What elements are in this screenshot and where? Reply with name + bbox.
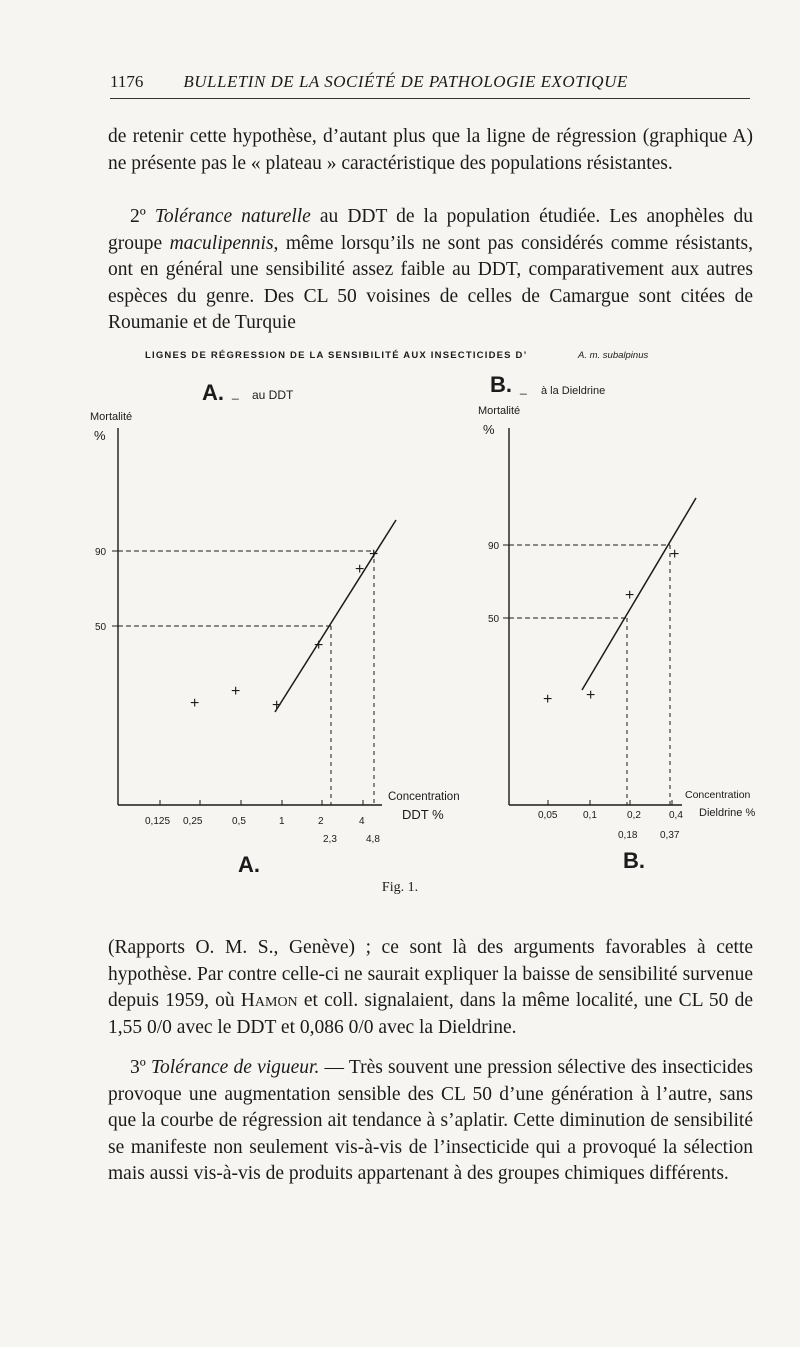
- page-header: [110, 72, 750, 99]
- panel-a-xtick-secondary: 4,8: [366, 834, 380, 845]
- panel-a-bottom-label: A.: [238, 852, 260, 877]
- paragraph-4: [108, 1055, 753, 1188]
- figure-title-species: A. m. subalpinus: [578, 350, 649, 361]
- panel-a-xtick: 0,125: [145, 816, 171, 827]
- panel-a-data-point: +: [272, 697, 282, 714]
- figure-title: LIGNES DE RÉGRESSION DE LA SENSIBILITÉ AUX INSECTICIDES D’: [145, 350, 528, 361]
- paragraph-text: et coll. signalaient, dans la même localité, une CL 50 de 1,55 0/0 avec le DDT et 0,086 0/0 avec la Dieldrine.: [108, 990, 754, 1038]
- panel-a-chart: [90, 380, 460, 877]
- panel-b-xticks: [548, 800, 672, 805]
- panel-a-points: [190, 546, 378, 714]
- section-title: Tolérance de vigueur.: [151, 1057, 320, 1078]
- panel-b-ytick-90: 90: [488, 541, 500, 552]
- panel-b-xlabel-unit: Dieldrine %: [699, 807, 756, 819]
- panel-b-subtitle-dash: _: [520, 381, 527, 395]
- paragraph-text: au DDT de la population étudiée. Les anophèles du groupe: [108, 206, 753, 254]
- panel-b-data-point: +: [670, 546, 680, 563]
- panel-a-ytick-50: 50: [95, 622, 107, 633]
- panel-a-ylabel-unit: %: [94, 428, 106, 443]
- panel-a-xtick-secondary: 2,3: [323, 834, 337, 845]
- panel-a-data-point: +: [231, 683, 241, 700]
- panel-b-xlabel: Concentration: [685, 789, 751, 801]
- panel-a-letter: A.: [202, 380, 224, 405]
- paragraph-text: (Rapports O. M. S., Genève) ; ce sont là des arguments favorables à cette hypothèse. Par contre celle-ci ne saurait expliquer la baisse de sensibilité survenue depuis 1959, où: [108, 937, 753, 1011]
- panel-a-data-point: +: [190, 695, 200, 712]
- panel-a-xlabel: Concentration: [388, 791, 460, 803]
- journal-title: BULLETIN DE LA SOCIÉTÉ DE PATHOLOGIE EXOTIQUE: [183, 72, 628, 91]
- figure-caption: Fig. 1.: [381, 880, 419, 895]
- panel-b-xtick-secondary: 0,18: [618, 830, 638, 841]
- panel-b-xtick: 0,2: [627, 810, 641, 821]
- panel-a-title: au DDT: [252, 388, 294, 402]
- species-name: maculipennis: [169, 232, 274, 254]
- paragraph-2: [108, 204, 753, 337]
- panel-b-chart: [478, 372, 755, 873]
- panel-a-ytick-90: 90: [95, 547, 107, 558]
- panel-b-xtick: 0,05: [538, 810, 558, 821]
- panel-a-subtitle-dash: _: [232, 386, 239, 400]
- panel-b-ytick-50: 50: [488, 614, 500, 625]
- panel-a-data-point: +: [369, 546, 379, 563]
- panel-b-data-point: +: [586, 687, 596, 704]
- panel-a-xlabel-unit: DDT %: [402, 807, 444, 822]
- figure-regression-lines: [0, 340, 800, 880]
- panel-a-xtick: 0,25: [183, 816, 203, 827]
- panel-a-xtick: 2: [318, 816, 324, 827]
- panel-b-xtick-secondary: 0,37: [660, 830, 680, 841]
- panel-a-data-point: +: [355, 561, 365, 578]
- panel-b-ylabel-unit: %: [483, 422, 495, 437]
- panel-b-points: [543, 546, 679, 708]
- paragraph-1: de retenir cette hypothèse, d’autant plus que la ligne de régression (graphique A) ne présente pas le « plateau » caractéristique des populations résistantes.: [108, 126, 753, 174]
- panel-b-bottom-label: B.: [623, 848, 645, 873]
- section-number: 3º: [130, 1057, 151, 1078]
- panel-a-xtick: 1: [279, 816, 285, 827]
- panel-a-xtick: 4: [359, 816, 365, 827]
- panel-b-xtick: 0,4: [669, 810, 683, 821]
- section-title: Tolérance naturelle: [154, 206, 311, 227]
- paragraph-text: — Très souvent une pression sélective des insecticides provoque une augmentation sensible des CL 50 d’une génération à l’autre, sans que la courbe de régression ait tendance à s’aplatir. Cette diminution de sensibilité se manifeste non seulement vis-à-vis de l’insecticide qui a provoqué la sélection mais aussi vis-à-vis de produits appartenant à des groupes chimiques différents.: [108, 1057, 753, 1184]
- panel-b-letter: B.: [490, 372, 512, 397]
- section-number: 2º: [130, 206, 155, 227]
- panel-b-data-point: +: [543, 691, 553, 708]
- panel-b-xtick: 0,1: [583, 810, 597, 821]
- paragraph-3: [108, 935, 753, 1041]
- paragraph-text: , même lorsqu’ils ne sont pas considérés comme résistants, ont en général une sensibilité assez faible au DDT, comparativement aux autres espèces du genre. Des CL 50 voisines de celles de Camargue sont citées de Roumanie et de Turquie: [108, 232, 753, 333]
- panel-b-regression-line: [582, 498, 696, 690]
- page-number: 1176: [110, 72, 144, 91]
- panel-a-xticks: [160, 800, 363, 805]
- panel-a-xtick: 0,5: [232, 816, 246, 827]
- panel-a-data-point: +: [314, 637, 324, 654]
- panel-b-title: à la Dieldrine: [541, 385, 606, 397]
- panel-a-ylabel: Mortalité: [90, 411, 133, 423]
- author-name: Hamon: [240, 990, 298, 1011]
- panel-b-ylabel: Mortalité: [478, 405, 521, 417]
- panel-b-data-point: +: [625, 587, 635, 604]
